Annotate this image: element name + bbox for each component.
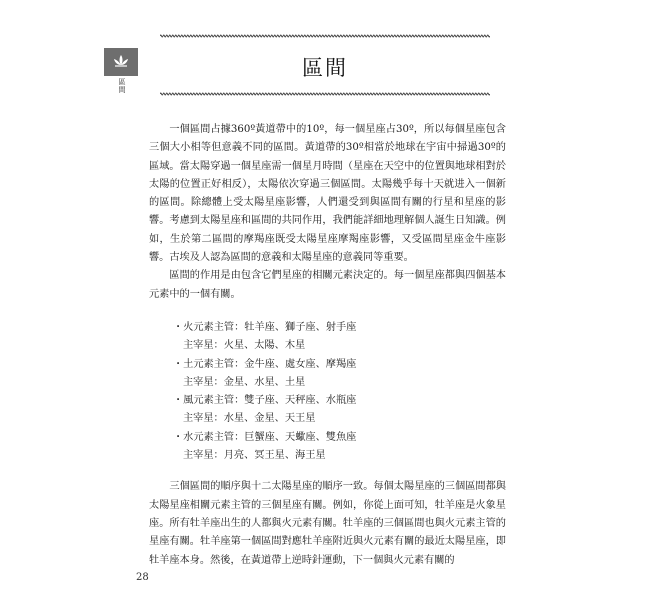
list-item-air-signs: ・風元素主管：雙子座、天秤座、水瓶座: [173, 395, 357, 407]
paragraph-intro: 一個區間占據360º黃道帶中的10º，每一個星座占30º，所以每個星座包含三個大小相等但意義不同的區間。黃道帶的30º相當於地球在宇宙中掃過30º的區域。當太陽穿過一個星座需一個星月時間（星座在天空中的位置與地球相對於太陽的位置正好相反），太陽依次穿過三個區間。太陽幾乎每十天就进入一個新的區間。除總體上受太陽星座影響，人們還受到與區間有關的行星和星座的影響。考慮到太陽星座和區間的共同作用，我們能詳細地理解個人誕生日知識。例如，生於第二區間的摩羯座既受太陽星座摩羯座影響，又受區間星座金牛座影響。古埃及人認為區間的意義和太陽星座的意義同等重要。: [149, 124, 506, 264]
chapter-tab: [104, 48, 138, 76]
list-item-water-signs: ・水元素主管：巨蟹座、天蠍座、雙魚座: [173, 431, 357, 443]
top-wave-rule: [160, 33, 490, 39]
element-list: [149, 319, 506, 465]
list-item-water-rulers: 主宰星：月亮、冥王星、海王星: [183, 450, 326, 462]
list-item-earth-rulers: 主宰星：金星、水星、土星: [183, 376, 306, 388]
list-item-earth-signs: ・土元素主管：金牛座、處女座、摩羯座: [173, 358, 357, 370]
bottom-wave-rule: [160, 91, 490, 97]
body-text: [149, 121, 506, 570]
list-item-fire-signs: ・火元素主管：牡羊座、獅子座、射手座: [173, 321, 357, 333]
paragraph-elements: 區間的作用是由包含它們星座的相關元素決定的。每一個星座都與四個基本元素中的一個有關。: [149, 270, 506, 300]
page-title: 區間: [302, 56, 348, 80]
lotus-flower-icon: [112, 53, 130, 72]
list-item-air-rulers: 主宰星：水星、金星、天王星: [183, 413, 316, 425]
paragraph-decan-order: 三個區間的順序與十二太陽星座的順序一致。每個太陽星座的三個區間都與太陽星座相關元素主管的三個星座有關。例如，你從上面可知，牡羊座是火象星座。所有牡羊座出生的人都與火元素有關。牡羊座的三個區間也與火元素主管的星座有關。牡羊座第一個區間對應牡羊座附近與火元素有關的最近太陽星座，即牡羊座本身。然後，在黃道帶上逆時針運動，下一個與火元素有關的: [149, 481, 506, 566]
side-chapter-label: 區間: [118, 78, 126, 94]
page-number: 28: [136, 572, 149, 583]
list-item-fire-rulers: 主宰星：火星、太陽、木星: [183, 340, 306, 352]
